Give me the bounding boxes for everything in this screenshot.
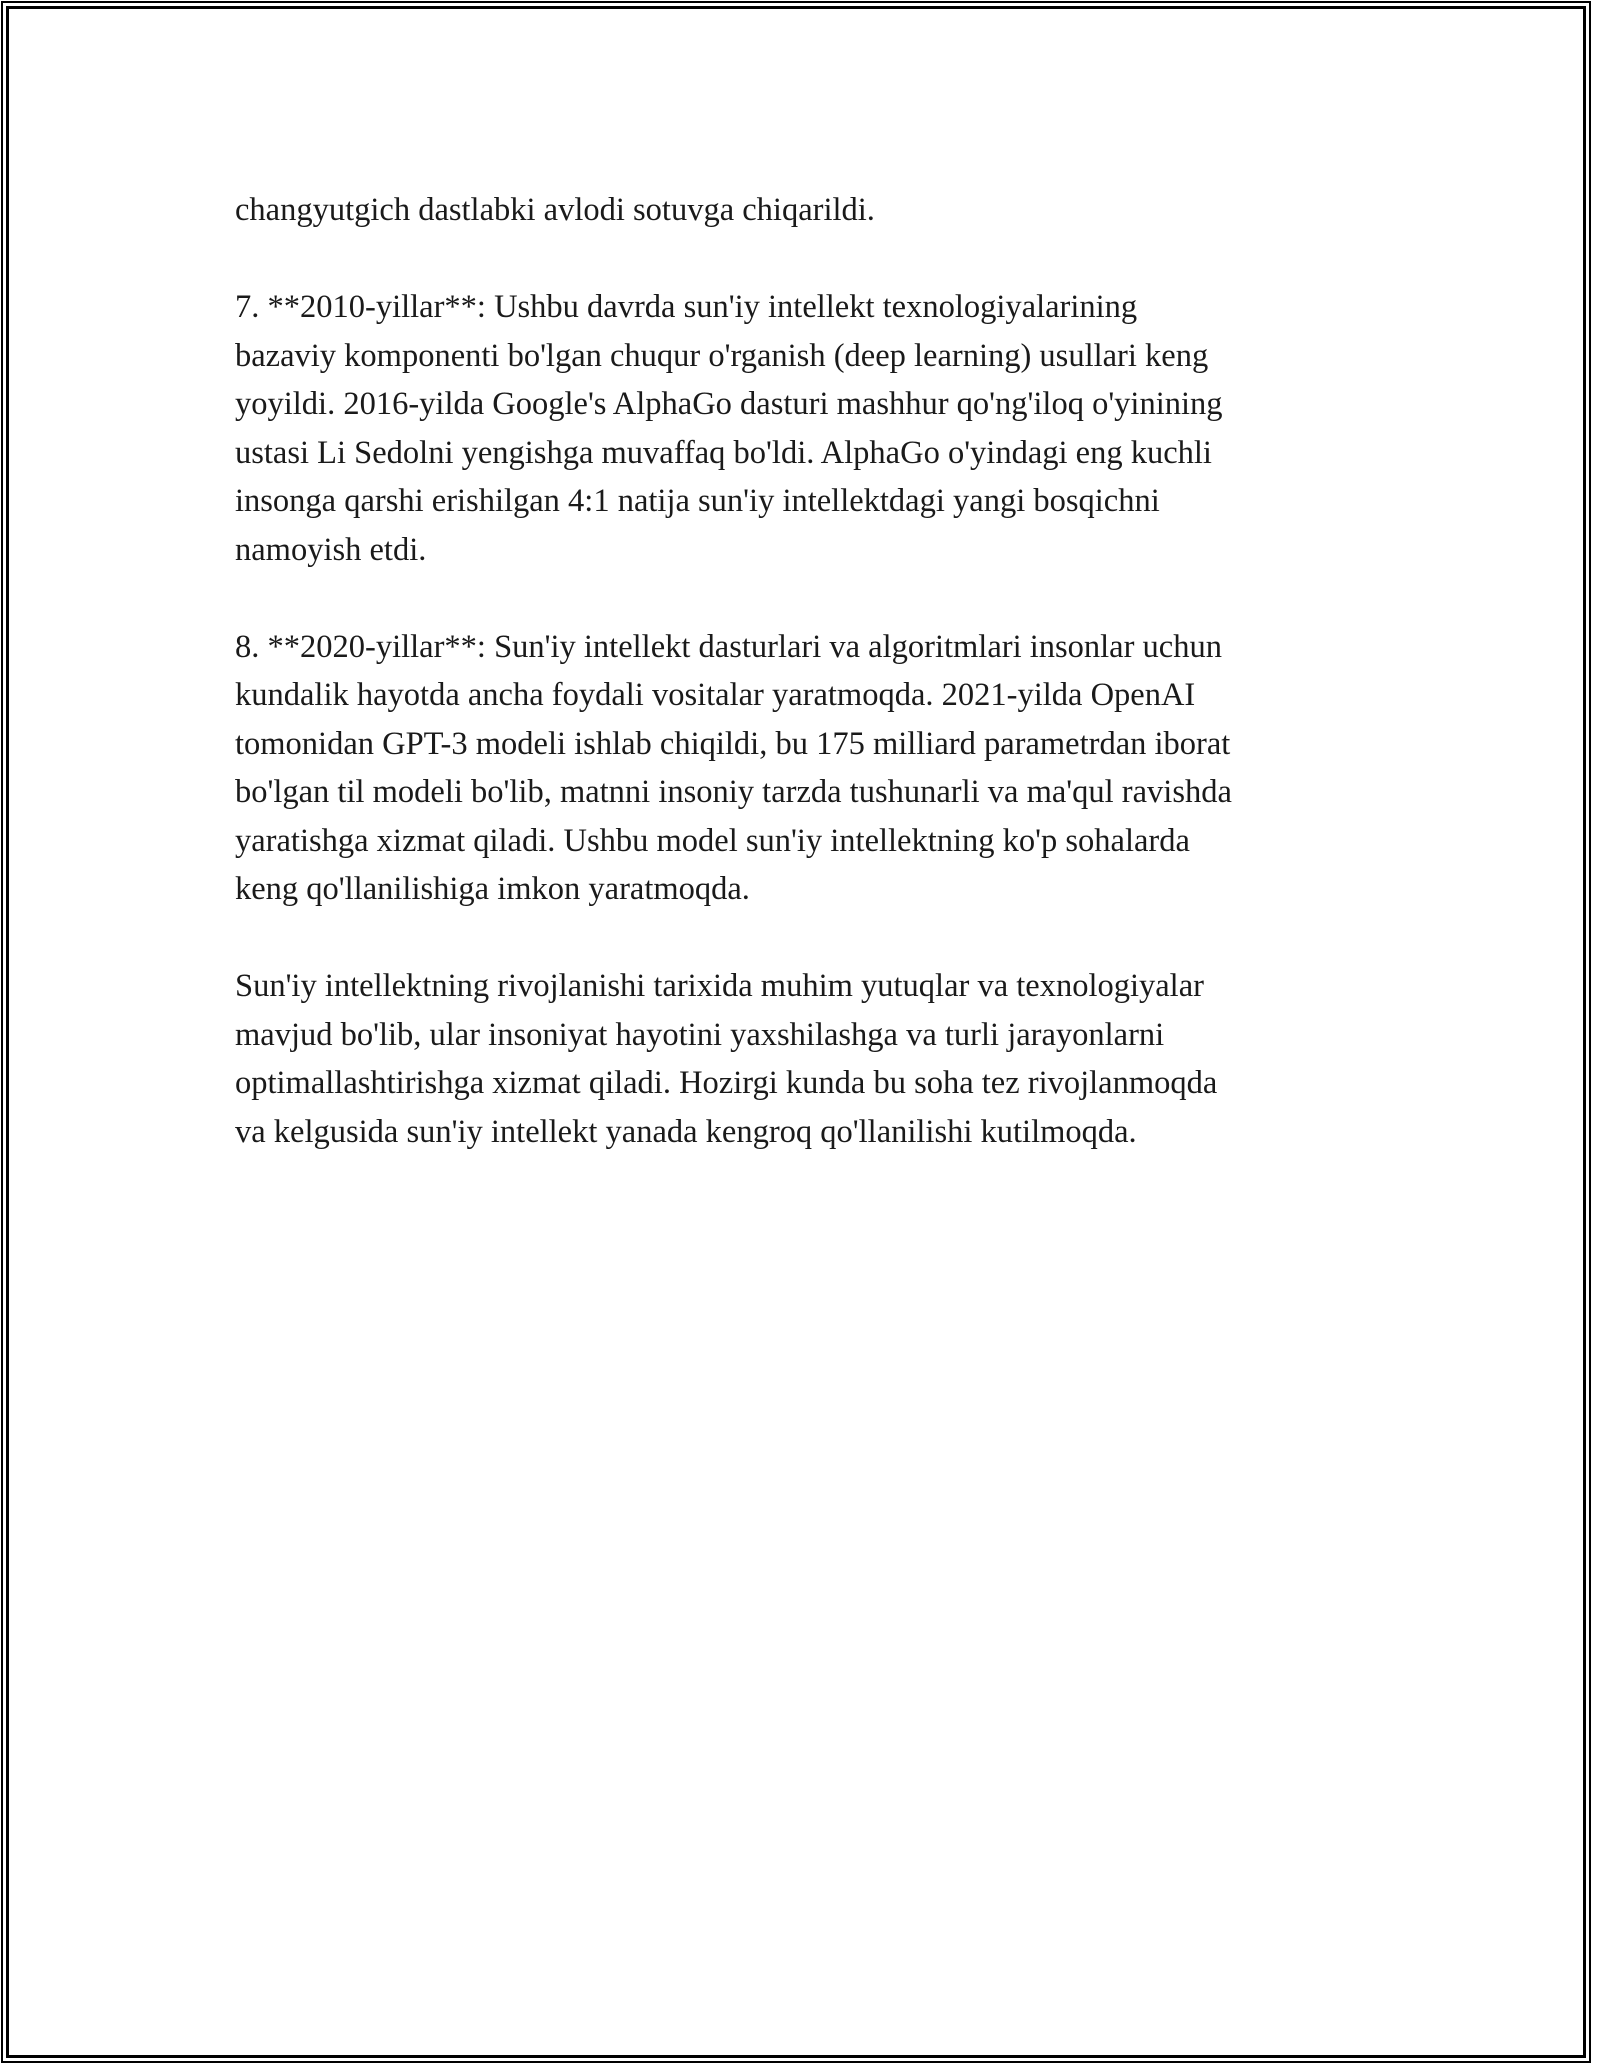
paragraph-continuation: changyutgich dastlabki avlodi sotuvga chiqarildi.	[235, 192, 875, 228]
paragraph-2010s: 7. **2010-yillar**: Ushbu davrda sun'iy intellekt texnologiyalarining bazaviy komponenti bo'lgan chuqur o'rganish (deep learning) usullari keng yoyildi. 2016-yilda Google's AlphaGo dasturi mashhur qo'ng'iloq o'yinining ustasi Li Sedolni yengishga muvaffaq bo'ldi. AlphaGo o'yindagi eng kuchli insonga qarshi erishilgan 4:1 natija sun'iy intellektdagi yangi bosqichni namoyish etdi.	[235, 289, 1223, 568]
document-body	[235, 186, 1385, 1205]
paragraph-2020s: 8. **2020-yillar**: Sun'iy intellekt dasturlari va algoritmlari insonlar uchun kundalik hayotda ancha foydali vositalar yaratmoqda. 2021-yilda OpenAI tomonidan GPT-3 modeli ishlab chiqildi, bu 175 milliard parametrdan iborat bo'lgan til modeli bo'lib, matnni insoniy tarzda tushunarli va ma'qul ravishda yaratishga xizmat qiladi. Ushbu model sun'iy intellektning ko'p sohalarda keng qo'llanilishiga imkon yaratmoqda.	[235, 628, 1232, 907]
paragraph-conclusion: Sun'iy intellektning rivojlanishi tarixida muhim yutuqlar va texnologiyalar mavjud bo'lib, ular insoniyat hayotini yaxshilashga va turli jarayonlarni optimallashtirishga xizmat qiladi. Hozirgi kunda bu soha tez rivojlanmoqda va kelgusida sun'iy intellekt yanada kengroq qo'llanilishi kutilmoqda.	[235, 968, 1218, 1150]
